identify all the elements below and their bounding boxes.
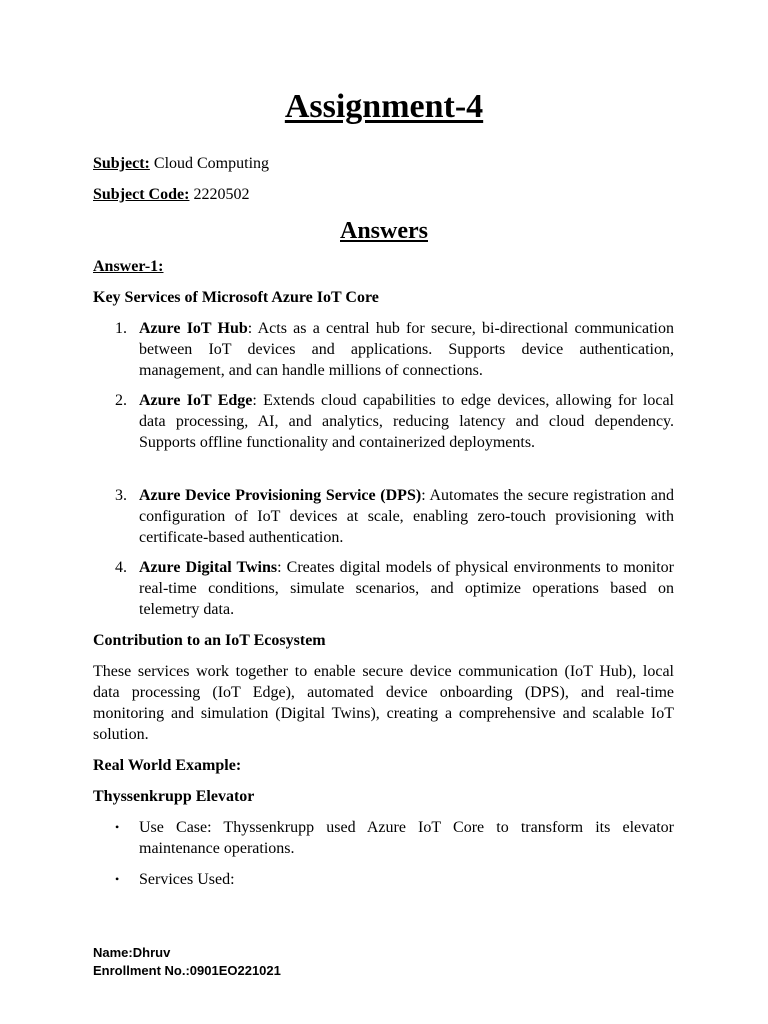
bullet-text: Services Used: (139, 871, 235, 888)
document-title: Assignment-4 (284, 88, 484, 125)
answer-1-label: Answer-1: (93, 258, 164, 275)
list-item (93, 485, 674, 548)
subject-line (93, 153, 269, 174)
list-item-text (139, 318, 674, 381)
list-number: 3. (115, 487, 127, 504)
service-name: Azure Device Provisioning Service (DPS) (139, 487, 422, 504)
subject-code-line (93, 184, 249, 205)
section-heading-real-world: Real World Example: (93, 757, 242, 774)
list-item (93, 390, 674, 453)
section-heading-key-services: Key Services of Microsoft Azure IoT Core (93, 289, 379, 306)
bullet-icon: • (115, 872, 120, 886)
footer-enrollment: Enrollment No.:0901EO221021 (93, 963, 281, 978)
subject-value: Cloud Computing (153, 155, 270, 172)
service-name: Azure IoT Hub (139, 320, 248, 337)
list-item (93, 557, 674, 620)
service-name: Azure Digital Twins (139, 559, 278, 576)
service-description: : Automates the secure registration and configuration of IoT devices at scale, enabling zero-touch provisioning with certificate-based authentication. (139, 487, 674, 546)
subject-code-label: Subject Code: (93, 186, 190, 203)
list-item-text (139, 390, 674, 453)
bullet-item (93, 817, 674, 859)
bullet-text: Use Case: Thyssenkrupp used Azure IoT Core to transform its elevator maintenance operations. (139, 819, 674, 857)
list-number: 4. (115, 559, 127, 576)
footer-name: Name:Dhruv (93, 945, 171, 960)
example-title: Thyssenkrupp Elevator (93, 788, 255, 805)
subject-code-value: 2220502 (193, 186, 250, 203)
list-item (93, 318, 674, 381)
list-item-text (139, 485, 674, 548)
section-heading-contribution: Contribution to an IoT Ecosystem (93, 632, 326, 649)
list-number: 1. (115, 320, 127, 337)
service-name: Azure IoT Edge (139, 392, 253, 409)
service-description: : Acts as a central hub for secure, bi-directional communication between IoT devices and applications. Supports device authentication, management, and can handle millions of connections. (139, 320, 674, 379)
contribution-paragraph: These services work together to enable secure device communication (IoT Hub), local data processing (IoT Edge), automated device onboarding (DPS), and real-time monitoring and simulation (Digital Twins), creating a comprehensive and scalable IoT solution. (93, 663, 674, 743)
list-number: 2. (115, 392, 127, 409)
service-description: : Creates digital models of physical environments to monitor real-time conditions, simulate scenarios, and optimize operations based on telemetry data. (139, 559, 675, 618)
bullet-icon: • (115, 820, 120, 834)
bullet-item (93, 869, 674, 890)
answers-heading: Answers (340, 218, 428, 244)
list-item-text (139, 557, 674, 620)
subject-label: Subject: (93, 155, 150, 172)
service-description: : Extends cloud capabilities to edge devices, allowing for local data processing, AI, and analytics, reducing latency and cloud dependency. Supports offline functionality and containerized deployments. (139, 392, 675, 451)
